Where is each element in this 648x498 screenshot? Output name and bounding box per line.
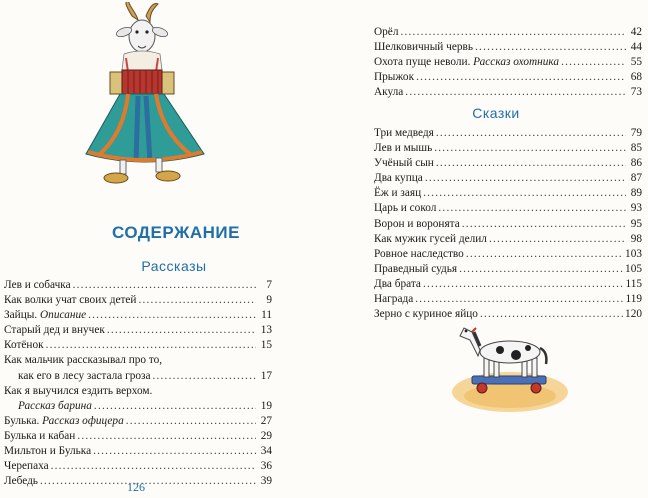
entry-page: 120 [625, 308, 642, 321]
entry-page: 7 [266, 279, 272, 291]
entry-title: Котёнок [4, 339, 44, 352]
dot-leader [423, 277, 624, 292]
entry-title: Как я выучился ездить верхом. [4, 384, 153, 397]
section-title-stories: Рассказы [141, 258, 207, 274]
entry-page: 27 [260, 414, 272, 427]
toc-entry[interactable] [374, 55, 642, 70]
entry-title-italic: Рассказ барина [18, 399, 92, 412]
entry-title: Булька. Рассказ офицера [4, 414, 124, 427]
entry-page: 29 [260, 429, 272, 442]
toc-entry[interactable] [4, 278, 272, 293]
entry-title: Праведный судья [374, 262, 458, 275]
entry-title: Шелковичный червь [374, 41, 474, 54]
dot-leader [40, 474, 256, 489]
dot-leader [462, 217, 626, 232]
entry-page: 68 [630, 71, 642, 84]
entry-title: Зерно с куриное яйцо [374, 308, 478, 321]
toc-entry[interactable] [374, 156, 642, 171]
toc-list-stories [4, 278, 272, 489]
page-number: 126 [127, 480, 145, 494]
entry-title: Лев и собачка [4, 279, 71, 291]
entry-page: 98 [630, 232, 642, 245]
toc-entry[interactable] [374, 307, 642, 322]
entry-title: Акула [374, 86, 404, 99]
entry-title: Два брата [374, 277, 421, 290]
toc-entry[interactable] [374, 247, 642, 262]
entry-title: Царь и сокол [374, 202, 437, 215]
toc-entry[interactable] [4, 338, 272, 353]
entry-title: Учёный сын [374, 157, 434, 170]
entry-title: Охота пуще неволи. Рассказ охотника [374, 56, 560, 69]
entry-title: Орёл [374, 26, 399, 38]
toc-entry[interactable] [4, 308, 272, 323]
entry-title: Два купца [374, 172, 423, 185]
dot-leader [51, 459, 256, 474]
entry-title: Булька и кабан [4, 429, 76, 442]
dot-leader [77, 429, 256, 444]
entry-page: 87 [630, 172, 642, 185]
dot-leader [415, 292, 623, 307]
dot-leader [152, 369, 256, 384]
toc-entry[interactable] [374, 277, 642, 292]
dot-leader [438, 201, 626, 216]
entry-page: 73 [630, 86, 642, 99]
entry-title: Три медведя [374, 127, 434, 139]
toc-entry[interactable] [374, 25, 642, 40]
dot-leader [88, 308, 256, 323]
entry-title: Прыжок [374, 71, 415, 84]
dot-leader [94, 399, 256, 414]
entry-title: Зайцы. Описание [4, 309, 87, 322]
dot-leader [126, 414, 256, 429]
entry-page: 85 [630, 142, 642, 155]
entry-title: Ровное наследство [374, 247, 464, 260]
entry-title [4, 399, 92, 414]
dot-leader [138, 293, 256, 308]
entry-title-italic: Рассказ офицера [42, 414, 124, 427]
entry-title: Лев и мышь [374, 142, 433, 155]
entry-title: Награда [374, 293, 414, 306]
toc-entry[interactable] [4, 384, 272, 399]
entry-title: Лебедь [4, 475, 38, 488]
entry-page: 86 [630, 157, 642, 170]
entry-page: 119 [625, 293, 642, 306]
toc-entry[interactable] [4, 353, 272, 368]
toc-entry[interactable] [374, 171, 642, 186]
entry-page: 36 [260, 460, 272, 473]
toc-entry[interactable] [374, 40, 642, 55]
toc-entry[interactable] [374, 126, 642, 141]
toc-entry[interactable] [4, 414, 272, 429]
toc-entry[interactable] [374, 201, 642, 216]
entry-title: Как мужик гусей делил [374, 232, 487, 245]
dot-leader [73, 278, 256, 293]
toc-entry-continuation[interactable] [4, 399, 272, 414]
entry-title-italic: Описание [40, 309, 87, 322]
toc-entry[interactable] [374, 141, 642, 156]
entry-page: 15 [260, 339, 272, 352]
toc-entry[interactable] [4, 429, 272, 444]
entry-page: 93 [630, 202, 642, 215]
entry-title: Черепаха [4, 460, 49, 473]
toc-entry[interactable] [374, 70, 642, 85]
entry-page: 115 [625, 277, 642, 290]
toc-entry[interactable] [374, 217, 642, 232]
section-title-tales: Сказки [472, 105, 520, 121]
toc-entry[interactable] [374, 186, 642, 201]
dot-leader [93, 444, 256, 459]
toc-entry[interactable] [4, 293, 272, 308]
dot-leader [434, 141, 626, 156]
entry-page: 9 [266, 294, 272, 307]
entry-page: 44 [630, 41, 642, 54]
toc-list-stories-continued [374, 25, 642, 100]
entry-page: 95 [630, 217, 642, 230]
toc-entry[interactable] [374, 292, 642, 307]
entry-page: 105 [625, 262, 642, 275]
dot-leader [475, 40, 626, 55]
entry-page: 39 [260, 475, 272, 488]
goat-accordion-illustration [80, 2, 220, 192]
toc-entry[interactable] [374, 262, 642, 277]
entry-page: 103 [625, 247, 642, 260]
entry-page: 55 [630, 56, 642, 69]
entry-title: Ворон и воронята [374, 217, 460, 230]
entry-page: 42 [630, 26, 642, 38]
entry-page: 89 [630, 187, 642, 200]
dot-leader [400, 25, 626, 40]
toc-entry[interactable] [374, 85, 642, 100]
entry-title: Как мальчик рассказывал про то, [4, 354, 163, 367]
contents-heading: СОДЕРЖАНИЕ [112, 223, 240, 242]
toy-horse-illustration [450, 322, 570, 417]
entry-page: 13 [260, 324, 272, 337]
dot-leader [459, 262, 623, 277]
entry-page: 19 [260, 399, 272, 412]
dot-leader [107, 323, 256, 338]
entry-title: Ёж и заяц [374, 187, 422, 200]
right-page [324, 0, 648, 498]
entry-page: 79 [630, 127, 642, 139]
entry-title: Старый дед и внучек [4, 324, 105, 337]
entry-page: 34 [260, 445, 272, 458]
toc-entry[interactable] [4, 444, 272, 459]
entry-page: 11 [261, 309, 272, 322]
toc-list-tales [374, 126, 642, 322]
entry-title: Мильтон и Булька [4, 445, 92, 458]
dot-leader [416, 70, 626, 85]
toc-entry[interactable] [4, 459, 272, 474]
dot-leader [436, 156, 626, 171]
dot-leader [46, 338, 256, 353]
entry-title: Как волки учат своих детей [4, 294, 137, 307]
entry-page: 17 [260, 369, 272, 382]
entry-title-italic: Рассказ охотника [473, 56, 560, 69]
dot-leader [425, 171, 626, 186]
dot-leader [489, 232, 626, 247]
dot-leader [405, 85, 626, 100]
dot-leader [466, 247, 623, 262]
toc-entry[interactable] [374, 232, 642, 247]
entry-title: как его в лесу застала гроза [18, 369, 151, 382]
dot-leader [480, 307, 623, 322]
toc-entry-continuation[interactable] [4, 369, 272, 384]
dot-leader [436, 126, 626, 141]
toc-entry[interactable] [4, 323, 272, 338]
dot-leader [561, 55, 626, 70]
dot-leader [423, 186, 626, 201]
